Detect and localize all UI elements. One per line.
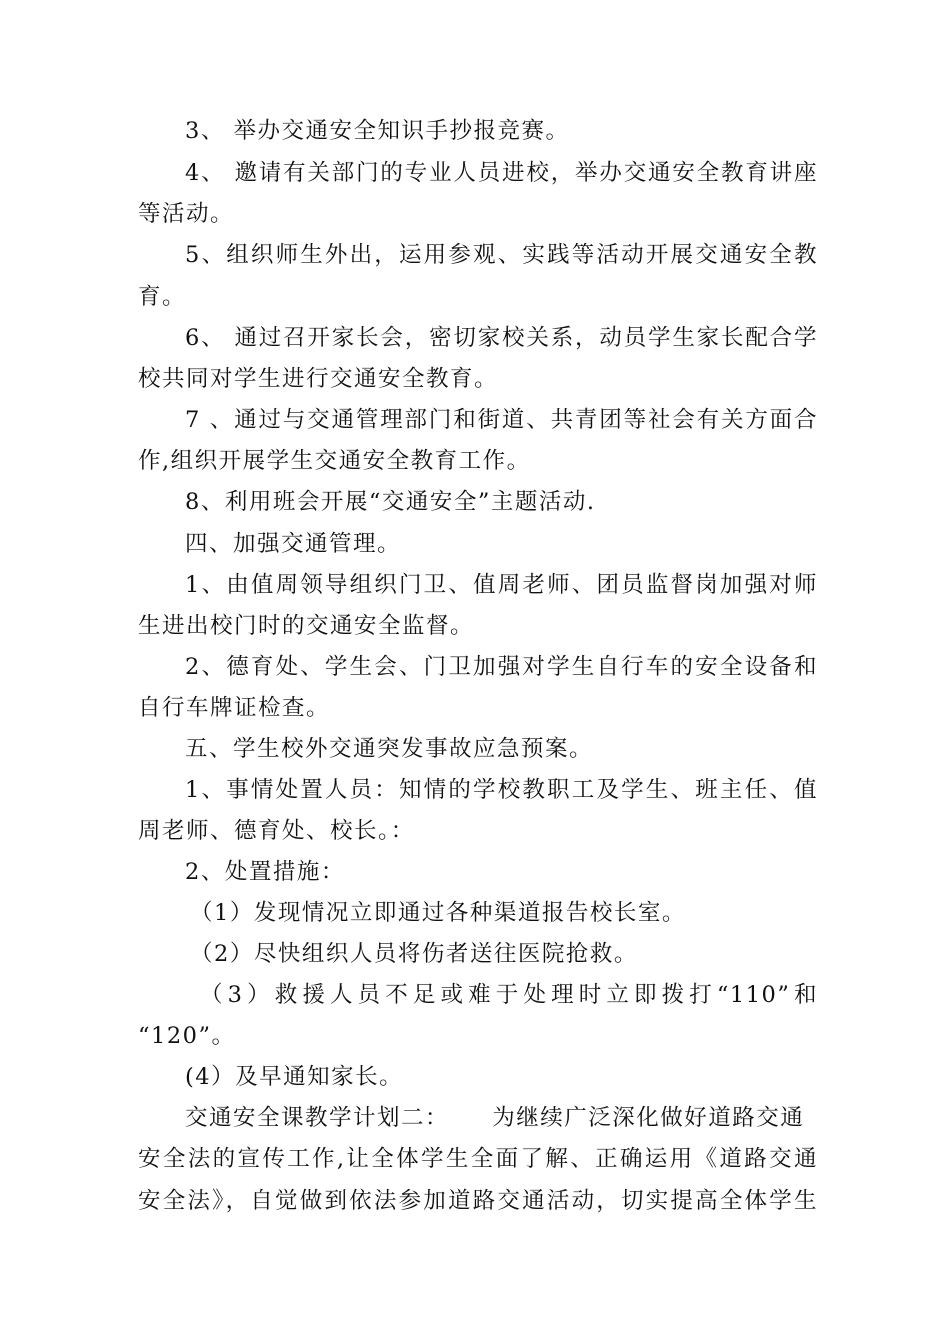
paragraph-line: “120”。 [138,1023,236,1049]
paragraph-line: 等活动。 [138,201,235,227]
paragraph-line: 2、处置措施： [185,859,345,885]
list-item: （2）尽快组织人员将伤者送往医院抢救。 [190,941,638,967]
paragraph-line: 8、利用班会开展“交通安全”主题活动. [185,489,596,515]
paragraph-line: 育。 [138,284,187,310]
paragraph-line: 1、由值周领导组织门卫、值周老师、团员监督岗加强对师 [185,572,818,598]
paragraph-line: 5、组织师生外出，运用参观、实践等活动开展交通安全教 [185,242,818,268]
paragraph-line: 自行车牌证检查。 [138,695,331,721]
paragraph-line: 安全法》，自觉做到依法参加道路交通活动，切实提高全体学生 [138,1188,818,1214]
paragraph-line: 7 、通过与交通管理部门和街道、共青团等社会有关方面合 [185,407,818,433]
paragraph-line: 作,组织开展学生交通安全教育工作。 [138,448,531,474]
list-item: (4）及早通知家长。 [185,1064,404,1090]
paragraph-line: 交通安全课教学计划二： 为继续广泛深化做好道路交通 [185,1105,805,1131]
paragraph-line: 4、 邀请有关部门的专业人员进校，举办交通安全教育讲座 [185,160,818,186]
paragraph-line: 安全法的宣传工作,让全体学生全面了解、正确运用《道路交通 [138,1146,818,1172]
paragraph-line: 生进出校门时的交通安全监督。 [138,613,475,639]
paragraph-line: 1、事情处置人员：知情的学校教职工及学生、班主任、值 [185,777,818,803]
paragraph-line: 6、 通过召开家长会，密切家校关系，动员学生家长配合学 [185,325,818,351]
list-item: （3）救援人员不足或难于处理时立即拨打“110”和 [200,982,818,1008]
paragraph-line: 3、 举办交通安全知识手抄报竞赛。 [185,118,570,144]
list-item: （1）发现情况立即通过各种渠道报告校长室。 [190,900,686,926]
section-heading: 五、学生校外交通突发事故应急预案。 [185,736,594,762]
paragraph-line: 2、德育处、学生会、门卫加强对学生自行车的安全设备和 [185,654,818,680]
section-heading: 四、加强交通管理。 [185,531,402,557]
paragraph-line: 周老师、德育处、校长。： [138,818,415,844]
paragraph-line: 校共同对学生进行交通安全教育。 [138,366,499,392]
